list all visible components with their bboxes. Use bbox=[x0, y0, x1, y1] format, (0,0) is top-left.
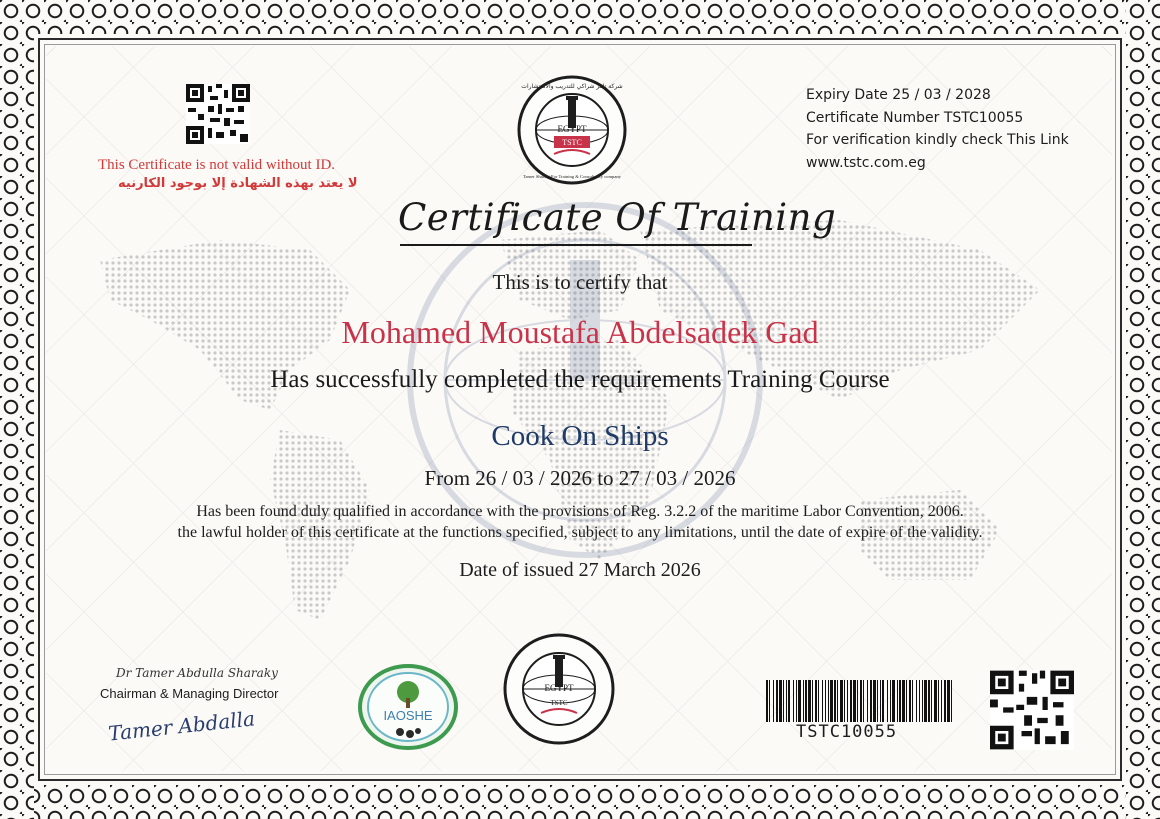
iaoshe-logo-icon bbox=[358, 664, 458, 750]
certificate-number: Certificate Number TSTC10055 bbox=[806, 109, 1024, 126]
barcode-bar bbox=[938, 680, 939, 722]
barcode-bar bbox=[887, 680, 888, 722]
barcode-bar bbox=[890, 680, 891, 722]
seal-english-arc: Tamer Sharaki For Training & Consultancy company bbox=[523, 174, 621, 179]
barcode-bar bbox=[928, 680, 930, 722]
barcode-bar bbox=[837, 680, 838, 722]
barcode-bar bbox=[830, 680, 833, 722]
barcode-bar bbox=[844, 680, 845, 722]
barcode-bar bbox=[773, 680, 774, 722]
certify-intro: This is to certify that bbox=[492, 270, 668, 294]
ornamental-border-left bbox=[0, 0, 34, 819]
barcode-bar bbox=[788, 680, 790, 722]
barcode-bar bbox=[786, 680, 787, 722]
certificate-details bbox=[806, 84, 1069, 174]
id-notice-english: This Certificate is not valid without ID. bbox=[98, 157, 336, 173]
barcode-bar bbox=[779, 680, 782, 722]
barcode-bar bbox=[847, 680, 848, 722]
barcode-bar bbox=[934, 680, 937, 722]
barcode-bar bbox=[909, 680, 911, 722]
seal-bottom-country-text: EGYPT bbox=[544, 683, 574, 693]
barcode-bar bbox=[805, 680, 807, 722]
barcode-bar bbox=[947, 680, 950, 722]
verification-link[interactable]: www.tstc.com.eg bbox=[806, 154, 926, 171]
barcode-text: TSTC10055 bbox=[796, 722, 898, 742]
barcode-bar bbox=[798, 680, 801, 722]
seal-bottom-abbr-text: TSTC bbox=[550, 699, 568, 707]
barcode-bar bbox=[882, 680, 884, 722]
barcode-bar bbox=[803, 680, 804, 722]
barcode-bar bbox=[912, 680, 913, 722]
barcode-bar bbox=[892, 680, 895, 722]
barcode-bar bbox=[860, 680, 862, 722]
barcode-bar bbox=[812, 680, 813, 722]
barcode-bar bbox=[873, 680, 876, 722]
barcode-bar bbox=[766, 680, 768, 722]
barcode-bar bbox=[815, 680, 817, 722]
completion-statement: Has successfully completed the requirements Training Course bbox=[270, 366, 890, 393]
barcode-bar bbox=[857, 680, 858, 722]
barcode-bar bbox=[793, 680, 794, 722]
barcode-bar bbox=[808, 680, 811, 722]
barcode-icon bbox=[766, 680, 954, 722]
signatory-role: Chairman & Managing Director bbox=[100, 686, 279, 701]
expiry-date: Expiry Date 25 / 03 / 2028 bbox=[806, 87, 991, 103]
barcode-bar bbox=[897, 680, 898, 722]
barcode-bar bbox=[924, 680, 927, 722]
barcode-bar bbox=[776, 680, 778, 722]
tstc-seal-icon bbox=[514, 74, 630, 186]
iaoshe-label: IAOSHE bbox=[383, 708, 433, 723]
barcode-bar bbox=[825, 680, 826, 722]
barcode-bar bbox=[931, 680, 932, 722]
barcode-bar bbox=[828, 680, 829, 722]
ornamental-border-bottom bbox=[0, 785, 1160, 819]
ornamental-border-top bbox=[0, 0, 1160, 34]
qr-code-icon bbox=[186, 84, 250, 144]
barcode-bar bbox=[769, 680, 770, 722]
barcode-bar bbox=[840, 680, 843, 722]
barcode-bar bbox=[853, 680, 856, 722]
barcode-bar bbox=[867, 680, 868, 722]
title-underline bbox=[400, 244, 752, 246]
barcode-bar bbox=[863, 680, 864, 722]
seal-abbr-text: TSTC bbox=[562, 138, 582, 147]
issue-date: Date of issued 27 March 2026 bbox=[459, 559, 701, 581]
seal-arabic-arc: شركة تامر شراكي للتدريب والاستشارات bbox=[521, 83, 623, 90]
id-notice-arabic: لا يعتد بهذه الشهادة إلا بوجود الكارنيه bbox=[118, 176, 358, 191]
recipient-name: Mohamed Moustafa Abdelsadek Gad bbox=[341, 314, 819, 350]
signatory-name: Dr Tamer Abdulla Sharaky bbox=[116, 666, 278, 680]
barcode-bar bbox=[951, 680, 952, 722]
barcode-bar bbox=[834, 680, 836, 722]
handwritten-signature: Tamer Abdalla bbox=[107, 706, 256, 746]
course-dates: From 26 / 03 / 2026 to 27 / 03 / 2026 bbox=[424, 466, 736, 490]
barcode-bar bbox=[919, 680, 920, 722]
verification-note: For verification kindly check This Link bbox=[806, 132, 1069, 148]
barcode-bar bbox=[916, 680, 917, 722]
barcode-bar bbox=[906, 680, 907, 722]
course-name: Cook On Ships bbox=[491, 420, 669, 452]
barcode-bar bbox=[783, 680, 784, 722]
barcode-bar bbox=[850, 680, 852, 722]
barcode-bar bbox=[822, 680, 823, 722]
qualification-line-1: Has been found duly qualified in accordance with the provisions of Reg. 3.2.2 of the maritime Labor Convention, 2006. bbox=[196, 503, 964, 520]
ornamental-border-right bbox=[1126, 0, 1160, 819]
barcode-bar bbox=[880, 680, 881, 722]
barcode-bar bbox=[944, 680, 946, 722]
barcode-bar bbox=[870, 680, 872, 722]
barcode-bar bbox=[796, 680, 797, 722]
barcode-bar bbox=[941, 680, 942, 722]
barcode-bar bbox=[899, 680, 901, 722]
barcode-bar bbox=[818, 680, 819, 722]
qr-code-bottom-icon bbox=[990, 670, 1074, 750]
certificate-title: Certificate Of Training bbox=[398, 196, 837, 239]
barcode-bar bbox=[877, 680, 878, 722]
barcode-bar bbox=[922, 680, 923, 722]
barcode-bar bbox=[902, 680, 905, 722]
tstc-seal-bottom-icon bbox=[502, 632, 616, 746]
seal-country-text: EGYPT bbox=[557, 124, 587, 134]
qualification-line-2: the lawful holder of this certificate at the functions specified, subject to any limitations, until the date of expire of the validity. bbox=[177, 524, 983, 541]
